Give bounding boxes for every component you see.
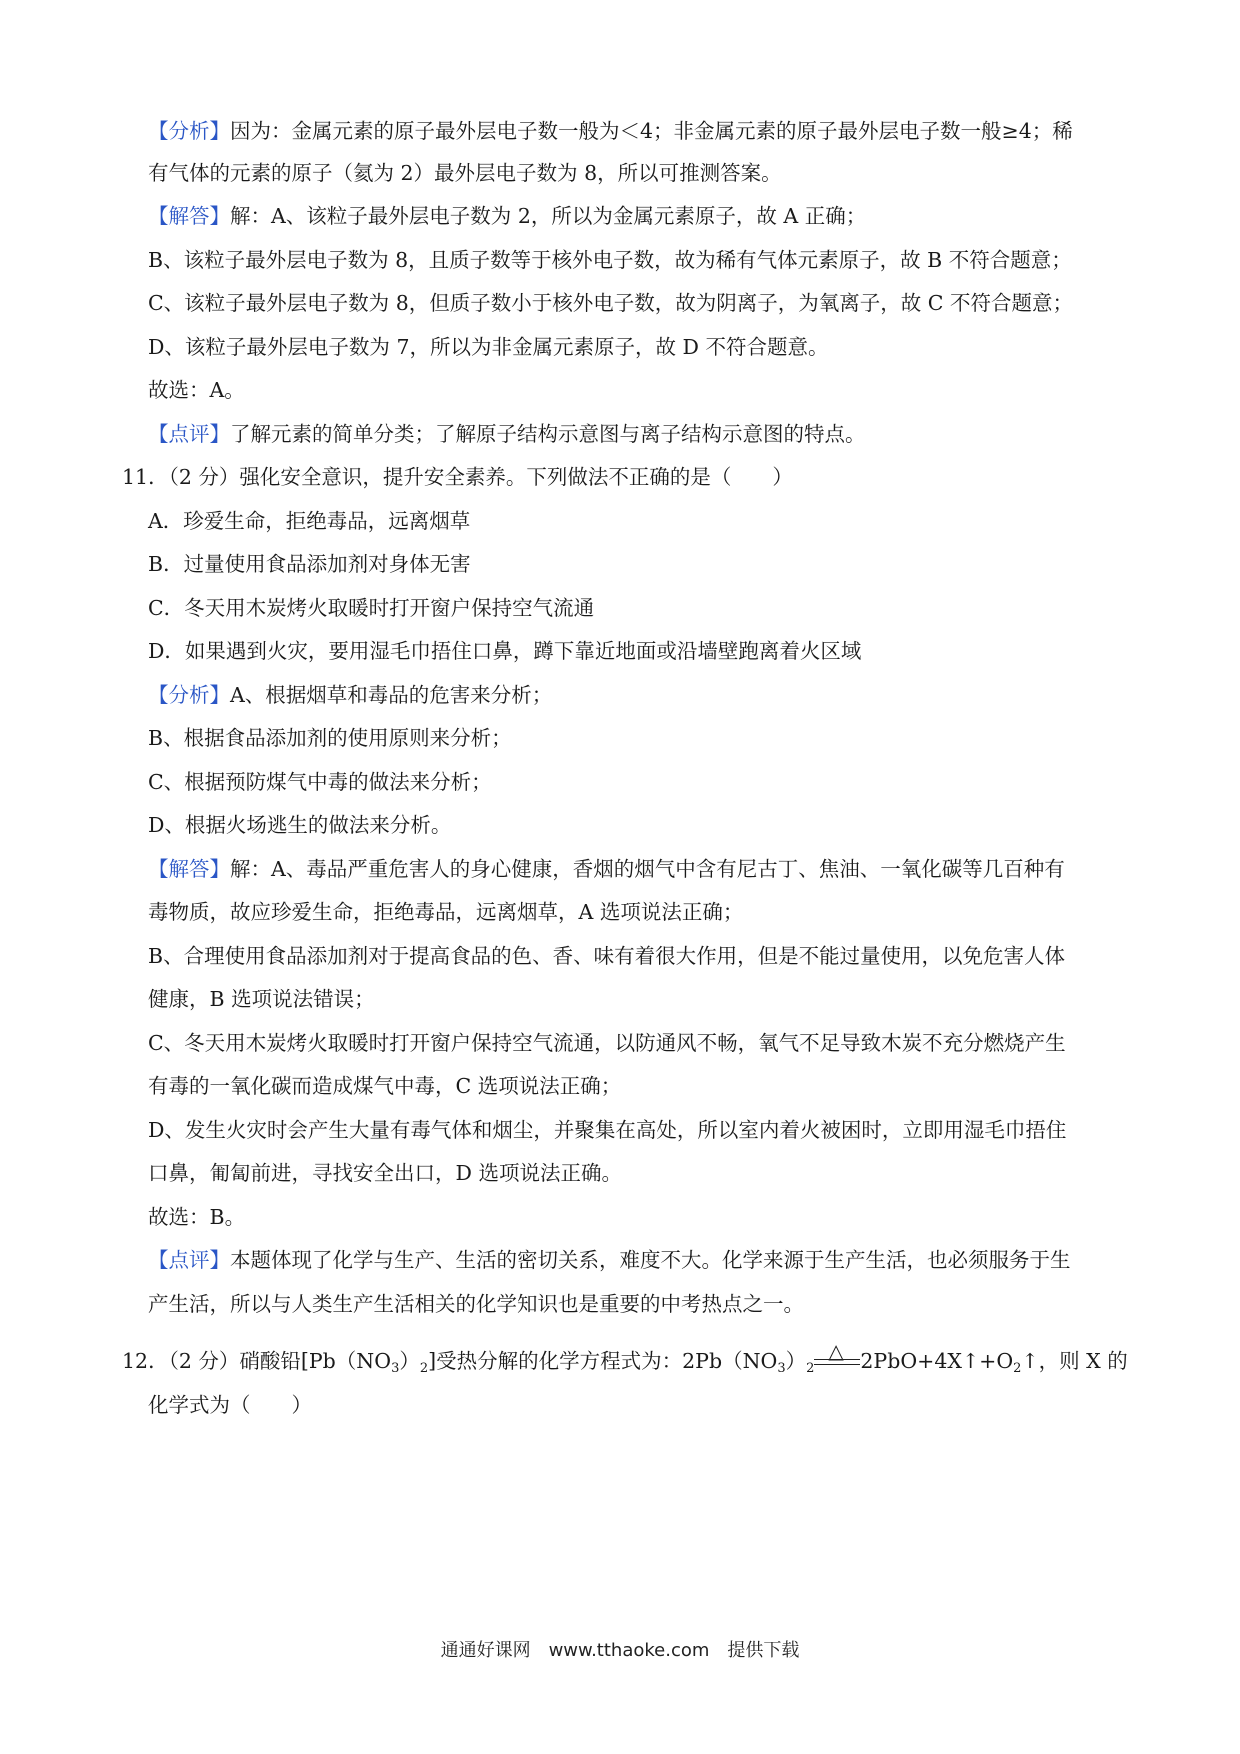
review-tag: 【点评】 [148,422,230,446]
answer-text: 解：A、毒品严重危害人的身心健康，香烟的烟气中含有尼古丁、焦油、一氧化碳等几百种有 [230,857,1065,881]
q10-review [148,419,1128,449]
q11-analysis-b: B、根据食品添加剂的使用原则来分析； [148,726,512,750]
analysis-tag: 【分析】 [148,683,230,707]
q11-answer-d-cont: 口鼻，匍匐前进，寻找安全出口，D 选项说法正确。 [148,1161,622,1185]
subscript: 2 [419,1361,429,1376]
q11-answer-d: D、发生火灾时会产生大量有毒气体和烟尘，并聚集在高处，所以室内着火被困时，立即用湿毛巾捂住 [148,1118,1067,1142]
q11-answer [148,854,1128,884]
analysis-text: 因为：金属元素的原子最外层电子数一般为＜4；非金属元素的原子最外层电子数一般≥4；稀 [230,119,1073,143]
q10-answer-b: B、该粒子最外层电子数为 8，且质子数等于核外电子数，故为稀有气体元素原子，故 B 不符合题意； [148,248,1072,272]
q11-answer-b: B、合理使用食品添加剂对于提高食品的色、香、味有着很大作用，但是不能过量使用，以免危害人体 [148,944,1066,968]
q12-stem [122,1339,1128,1376]
q11-review [148,1245,1128,1275]
answer-text: 解：A、该粒子最外层电子数为 2，所以为金属元素原子，故 A 正确； [230,204,867,228]
review-text: 了解元素的简单分类；了解原子结构示意图与离子结构示意图的特点。 [230,422,866,446]
q12-stem-part: ） [399,1349,420,1373]
q11-answer-a-cont: 毒物质，故应珍爱生命，拒绝毒品，远离烟草，A 选项说法正确； [148,900,744,924]
answer-tag: 【解答】 [148,857,230,881]
review-text: 本题体现了化学与生产、生活的密切关系，难度不大。化学来源于生产生活，也必须服务于生 [230,1248,1071,1272]
q11-stem: 11．（2 分）强化安全意识，提升安全素养。下列做法不正确的是（ ） [122,465,793,489]
q11-option-d: D．如果遇到火灾，要用湿毛巾捂住口鼻，蹲下靠近地面或沿墙壁跑离着火区域 [148,639,862,663]
q11-review-cont: 产生活，所以与人类生产生活相关的化学知识也是重要的中考热点之一。 [148,1292,804,1316]
q10-answer-d: D、该粒子最外层电子数为 7，所以为非金属元素原子，故 D 不符合题意。 [148,335,829,359]
q10-analysis [148,116,1128,146]
q10-analysis-cont: 有气体的元素的原子（氦为 2）最外层电子数为 8，所以可推测答案。 [148,161,782,185]
q11-analysis-c: C、根据预防煤气中毒的做法来分析； [148,770,492,794]
q11-option-a: A．珍爱生命，拒绝毒品，远离烟草 [148,509,471,533]
q12-products: 2PbO+4X↑+O [860,1349,1014,1373]
q11-option-b: B．过量使用食品添加剂对身体无害 [148,552,471,576]
q11-analysis-d: D、根据火场逃生的做法来分析。 [148,813,452,837]
q12-stem-part: 12．（2 分）硝酸铅[Pb（NO [122,1349,392,1373]
subscript: 2 [806,1361,815,1376]
q12-stem-part: ） [785,1349,807,1373]
review-tag: 【点评】 [148,1248,230,1272]
q12-stem-part: ]受热分解的化学方程式为：2Pb（NO [428,1349,778,1373]
subscript: 3 [777,1361,786,1376]
q11-choice: 故选：B。 [148,1205,246,1229]
analysis-text: A、根据烟草和毒品的危害来分析； [230,683,553,707]
page-footer: 通通好课网 www.tthaoke.com 提供下载 [440,1640,800,1661]
q11-answer-c-cont: 有毒的一氧化碳而造成煤气中毒，C 选项说法正确； [148,1074,622,1098]
q10-answer [148,201,1128,231]
q11-option-c: C．冬天用木炭烤火取暖时打开窗户保持空气流通 [148,596,595,620]
q11-answer-c: C、冬天用木炭烤火取暖时打开窗户保持空气流通，以防通风不畅，氧气不足导致木炭不充分燃烧产生 [148,1031,1066,1055]
subscript: 2 [1013,1361,1022,1376]
q12-stem-cont: 化学式为（ ） [148,1393,312,1417]
q10-answer-c: C、该粒子最外层电子数为 8，但质子数小于核外电子数，故为阴离子，为氧离子，故 C 不符合题意； [148,291,1073,315]
heating-condition-sign [814,1339,860,1372]
q10-choice: 故选：A。 [148,378,245,402]
analysis-tag: 【分析】 [148,119,230,143]
subscript: 3 [391,1361,400,1376]
q11-analysis [148,680,1128,710]
heat-triangle-icon: △ [828,1339,844,1363]
answer-tag: 【解答】 [148,204,230,228]
q12-stem-tail: ↑，则 X 的 [1021,1349,1128,1373]
q11-answer-b-cont: 健康，B 选项说法错误； [148,987,375,1011]
